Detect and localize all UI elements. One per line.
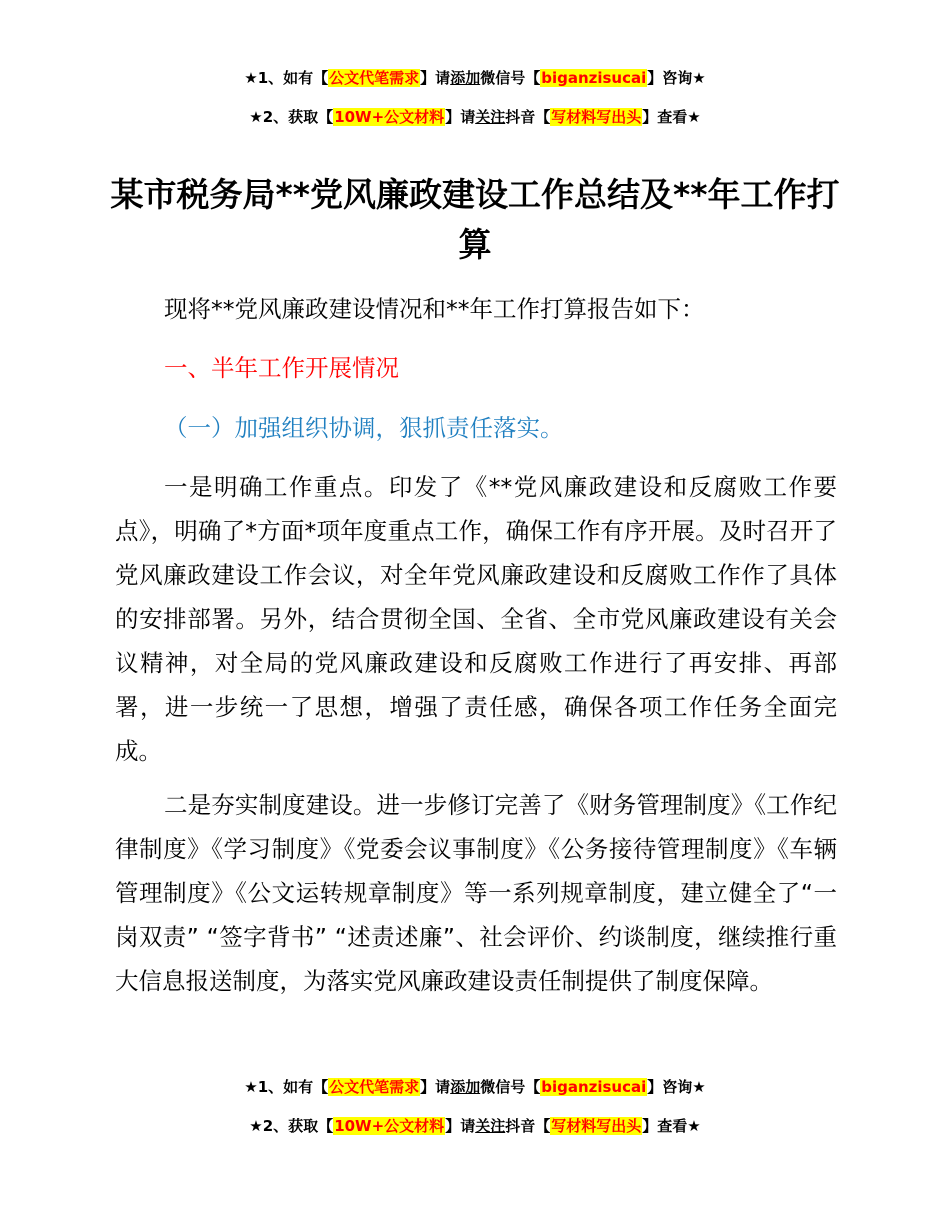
banner-douyin-id: 写材料写出头 [551, 1117, 642, 1135]
banner-text: 】请 [445, 108, 476, 126]
banner-text: ★2、获取【 [249, 108, 334, 126]
document-title: 某市税务局**党风廉政建设工作总结及**年工作打算 [110, 175, 840, 264]
banner-underlined-text: 关注 [475, 108, 506, 126]
banner-wechat-id: biganzisucai [541, 69, 647, 87]
banner-wechat-id: biganzisucai [541, 1078, 647, 1096]
banner-highlight: 10W+公文材料 [334, 108, 445, 126]
intro-paragraph: 现将**党风廉政建设情况和**年工作打算报告如下： [164, 295, 705, 323]
banner-text: 】查看★ [642, 1117, 701, 1135]
banner-highlight: 公文代笔需求 [329, 1078, 420, 1096]
banner-text: 】请 [420, 69, 451, 87]
banner-text: 】请 [420, 1078, 451, 1096]
banner-douyin-id: 写材料写出头 [551, 108, 642, 126]
banner-highlight: 10W+公文材料 [334, 1117, 445, 1135]
banner-text: 微信号【 [480, 69, 541, 87]
banner-text: 抖音【 [505, 108, 551, 126]
section-heading-2: （一）加强组织协调，狠抓责任落实。 [164, 414, 564, 442]
top-banner-line-2 [0, 106, 950, 128]
section-heading-1: 一、半年工作开展情况 [164, 354, 399, 382]
paragraph-1: 一是明确工作重点。印发了《**党风廉政建设和反腐败工作要点》，明确了*方面*项年度重点工作，确保工作有序开展。及时召开了党风廉政建设工作会议，对全年党风廉政建设和反腐败工作作了具体的安排部署。另外，结合贯彻全国、全省、全市党风廉政建设有关会议精神，对全局的党风廉政建设和反腐败工作进行了再安排、再部署，进一步统一了思想，增强了责任感，确保各项工作任务全面完成。 [115, 473, 837, 765]
banner-text: 微信号【 [480, 1078, 541, 1096]
banner-underlined-text: 添加 [450, 69, 481, 87]
banner-text: ★1、如有【 [244, 69, 329, 87]
banner-text: 】咨询★ [647, 1078, 706, 1096]
banner-text: 抖音【 [505, 1117, 551, 1135]
banner-text: 】咨询★ [647, 69, 706, 87]
banner-text: ★2、获取【 [249, 1117, 334, 1135]
banner-underlined-text: 添加 [450, 1078, 481, 1096]
banner-text: 】查看★ [642, 108, 701, 126]
banner-text: 】请 [445, 1117, 476, 1135]
banner-underlined-text: 关注 [475, 1117, 506, 1135]
paragraph-2: 二是夯实制度建设。进一步修订完善了《财务管理制度》《工作纪律制度》《学习制度》《党委会议事制度》《公务接待管理制度》《车辆管理制度》《公文运转规章制度》等一系列规章制度，建立健全了“一岗双责” “签字背书” “述责述廉”、社会评价、约谈制度，继续推行重大信息报送制度，为落实党风廉政建设责任制提供了制度保障。 [115, 791, 837, 995]
banner-text: ★1、如有【 [244, 1078, 329, 1096]
bottom-banner-line-2 [0, 1115, 950, 1137]
bottom-banner-line-1 [0, 1076, 950, 1098]
banner-highlight: 公文代笔需求 [329, 69, 420, 87]
top-banner-line-1 [0, 67, 950, 89]
